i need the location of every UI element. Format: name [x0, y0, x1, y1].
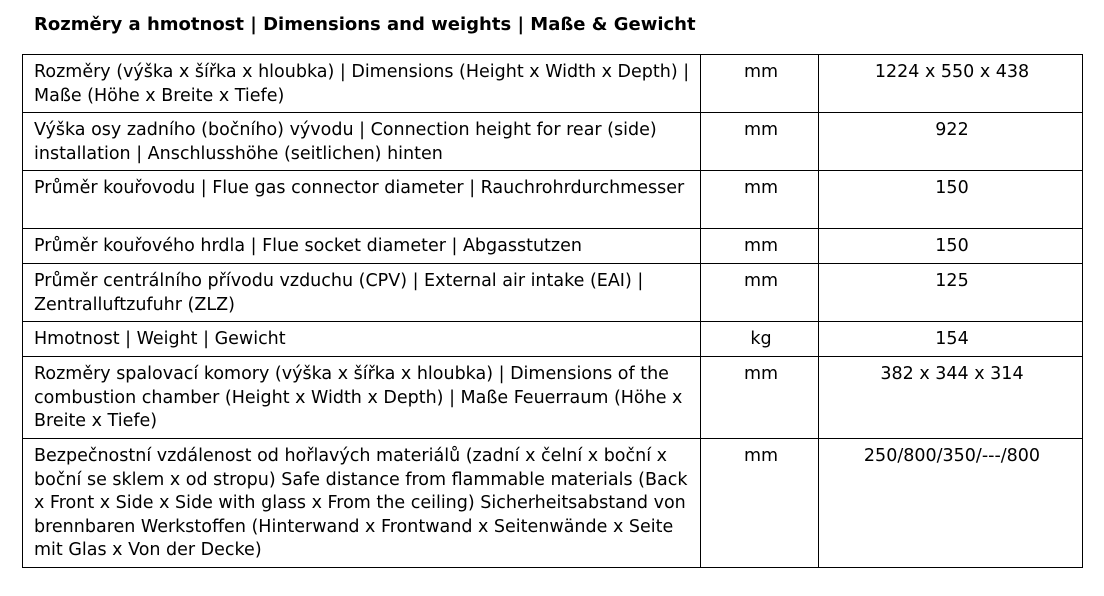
- row-value: 922: [819, 113, 1083, 171]
- row-value: 125: [819, 264, 1083, 322]
- section-heading: Rozměry a hmotnost | Dimensions and weights | Maße & Gewicht: [34, 14, 696, 35]
- row-unit: mm: [701, 439, 819, 568]
- row-unit: mm: [701, 171, 819, 229]
- row-value: 382 x 344 x 314: [819, 357, 1083, 439]
- row-value: 1224 x 550 x 438: [819, 55, 1083, 113]
- row-label: Průměr kouřového hrdla | Flue socket diameter | Abgasstutzen: [23, 229, 701, 264]
- row-label: Rozměry spalovací komory (výška x šířka x hloubka) | Dimensions of the combustion chamber (Height x Width x Depth) | Maße Feuerraum (Höhe x Breite x Tiefe): [23, 357, 701, 439]
- row-label: Průměr centrálního přívodu vzduchu (CPV) | External air intake (EAI) | Zentralluftzufuhr (ZLZ): [23, 264, 701, 322]
- table-row-combustion-chamber-dimensions: [23, 357, 1083, 439]
- row-label: Bezpečnostní vzdálenost od hořlavých materiálů (zadní x čelní x boční x boční se sklem x od stropu) Safe distance from flammable materials (Back x Front x Side x Side with glass x From the ceiling) Sicherheitsabstand von brennbaren Werkstoffen (Hinterwand x Frontwand x Seitenwände x Seite mit Glas x Von der Decke): [23, 439, 701, 568]
- table-row-safe-distance: [23, 439, 1083, 568]
- table-row-dimensions: [23, 55, 1083, 113]
- row-label: Rozměry (výška x šířka x hloubka) | Dimensions (Height x Width x Depth) | Maße (Höhe x Breite x Tiefe): [23, 55, 701, 113]
- row-unit: mm: [701, 357, 819, 439]
- table-row-weight: [23, 322, 1083, 357]
- row-value: 150: [819, 171, 1083, 229]
- row-label: Výška osy zadního (bočního) vývodu | Connection height for rear (side) installation | Anschlusshöhe (seitlichen) hinten: [23, 113, 701, 171]
- specs-table: [22, 54, 1083, 568]
- row-unit: mm: [701, 229, 819, 264]
- row-value: 150: [819, 229, 1083, 264]
- row-label: Průměr kouřovodu | Flue gas connector diameter | Rauchrohrdurchmesser: [23, 171, 701, 229]
- row-value: 154: [819, 322, 1083, 357]
- row-unit: mm: [701, 55, 819, 113]
- table-row-flue-connector-diameter: [23, 171, 1083, 229]
- table-row-connection-height: [23, 113, 1083, 171]
- row-unit: mm: [701, 264, 819, 322]
- table-row-external-air-intake: [23, 264, 1083, 322]
- table-row-flue-socket-diameter: [23, 229, 1083, 264]
- row-unit: mm: [701, 113, 819, 171]
- row-unit: kg: [701, 322, 819, 357]
- row-label: Hmotnost | Weight | Gewicht: [23, 322, 701, 357]
- row-value: 250/800/350/---/800: [819, 439, 1083, 568]
